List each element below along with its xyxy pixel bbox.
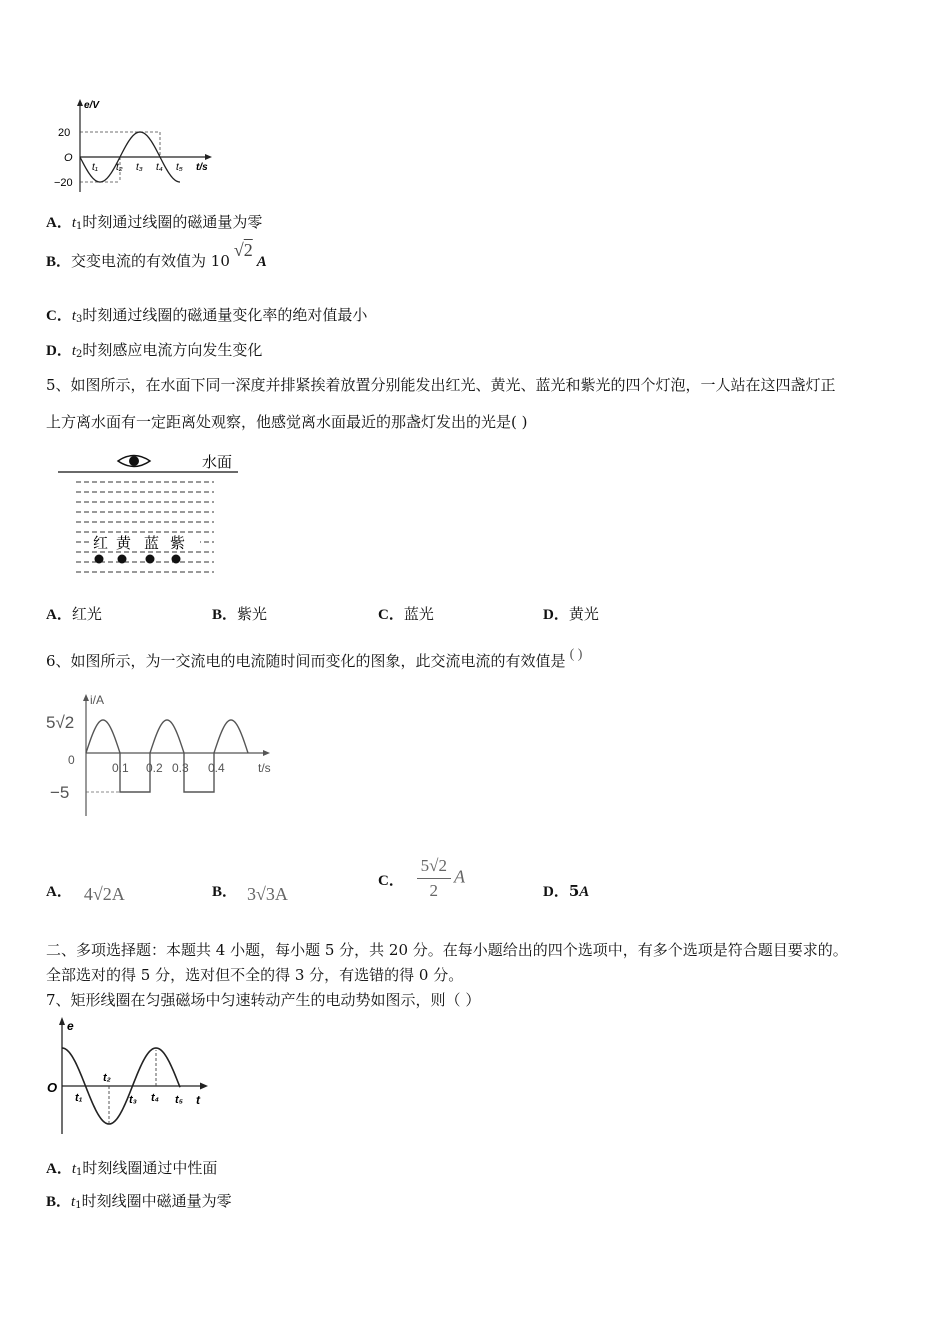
bulb-purple [172, 555, 181, 564]
q6-y-tick-bottom: −5 [50, 783, 70, 802]
q5-stem-line2: 上方离水面有一定距离处观察，他感觉离水面最近的那盏灯发出的光是( ) [46, 413, 528, 431]
q7-x-tick: t₅ [175, 1094, 184, 1106]
eye-icon [118, 456, 150, 467]
q5-water-diagram [56, 448, 246, 580]
bulb-label-blue: 蓝 [144, 535, 160, 552]
q4-x-tick: t₅ [176, 162, 183, 173]
q4-option-d[interactable]: D．$t_2$时刻感应电流方向发生变化 [46, 341, 263, 360]
section2-instructions-line1: 二、多项选择题：本题共 4 小题，每小题 5 分，共 20 分。在每小题给出的四个选项中，有多个选项是符合题目要求的。 [46, 941, 848, 959]
q7-y-label: e [67, 1019, 74, 1033]
q5-surface-label: 水面 [202, 454, 233, 471]
q6-y-tick-top: 5√2 [46, 713, 75, 732]
q7-x-tick: t₄ [151, 1092, 160, 1104]
q6-x-label: t/s [258, 761, 271, 775]
q7-x-label: t [196, 1093, 200, 1107]
q4-x-tick: t₃ [136, 162, 143, 173]
q6-x-tick: 0.1 [112, 761, 129, 775]
q5-option-c[interactable]: C．蓝光 [378, 605, 434, 623]
q6-option-a[interactable]: A． 4√2A [46, 884, 125, 904]
q6-current-graph [44, 692, 284, 822]
q4-y-tick-bottom: −20 [54, 177, 73, 189]
q4-x-label: t/s [196, 162, 208, 173]
q6-option-c[interactable]: C． $\frac{5√2}{2}$ A [378, 856, 465, 900]
q6-x-tick: 0.2 [146, 761, 163, 775]
bulb-label-purple: 紫 [170, 535, 186, 552]
bulb-red [95, 555, 104, 564]
q5-option-a[interactable]: A．红光 [46, 605, 102, 623]
q6-sine-half [150, 720, 184, 753]
q4-x-tick: t₁ [92, 162, 98, 173]
q5-option-d[interactable]: D．黄光 [543, 605, 599, 623]
q6-sine-half [214, 720, 248, 753]
q7-x-tick: t₁ [75, 1092, 83, 1104]
q6-x-tick: 0.3 [172, 761, 189, 775]
q6-origin: 0 [68, 753, 75, 767]
q6-y-label: i/A [90, 693, 105, 707]
q4-option-a[interactable]: A．$t_1$时刻通过线圈的磁通量为零 [46, 213, 263, 232]
q7-x-tick: t₂ [103, 1072, 111, 1084]
q4-x-tick: t₂ [116, 162, 123, 173]
q4-y-label: e/V [84, 100, 100, 111]
q4-y-tick-top: 20 [58, 127, 71, 139]
q6-sine-half [86, 720, 120, 753]
q4-x-tick: t₄ [156, 162, 163, 173]
q6-option-d[interactable]: D．5A [543, 882, 590, 900]
bulb-label-yellow: 黄 [116, 535, 132, 552]
q5-stem-line1: 5、如图所示，在水面下同一深度并排紧挨着放置分别能发出红光、黄光、蓝光和紫光的四个灯泡，一人站在这四盏灯正 [46, 376, 836, 394]
bulb-label-red: 红 [93, 535, 109, 552]
q7-x-tick: t₃ [129, 1094, 137, 1106]
bulb-yellow [118, 555, 127, 564]
q7-stem: 7、矩形线圈在匀强磁场中匀速转动产生的电动势如图示，则（ ） [46, 991, 481, 1009]
q7-option-a[interactable]: A．$t_1$时刻线圈通过中性面 [46, 1159, 218, 1178]
q5-option-b[interactable]: B．紫光 [212, 605, 268, 623]
q7-origin: O [47, 1080, 58, 1095]
section2-instructions-line2: 全部选对的得 5 分，选对但不全的得 3 分，有选错的得 0 分。 [46, 966, 464, 984]
q6-stem-tail: ( ) [569, 647, 583, 662]
q4-option-b[interactable]: B．交变电流的有效值为 10√2A [46, 240, 267, 270]
q6-x-tick: 0.4 [208, 761, 225, 775]
q6-stem: 6、如图所示，为一交流电的电流随时间而变化的图象，此交流电流的有效值是 ( ) [46, 647, 583, 670]
bulb-blue [146, 555, 155, 564]
q4-emf-graph [44, 96, 224, 196]
q6-option-b[interactable]: B． 3√3A [212, 884, 288, 904]
q7-option-b[interactable]: B．$t_1$时刻线圈中磁通量为零 [46, 1192, 232, 1211]
q7-emf-graph [42, 1014, 222, 1138]
q4-origin: O [64, 152, 73, 164]
q4-option-c[interactable]: C．$t_3$时刻通过线圈的磁通量变化率的绝对值最小 [46, 306, 368, 325]
